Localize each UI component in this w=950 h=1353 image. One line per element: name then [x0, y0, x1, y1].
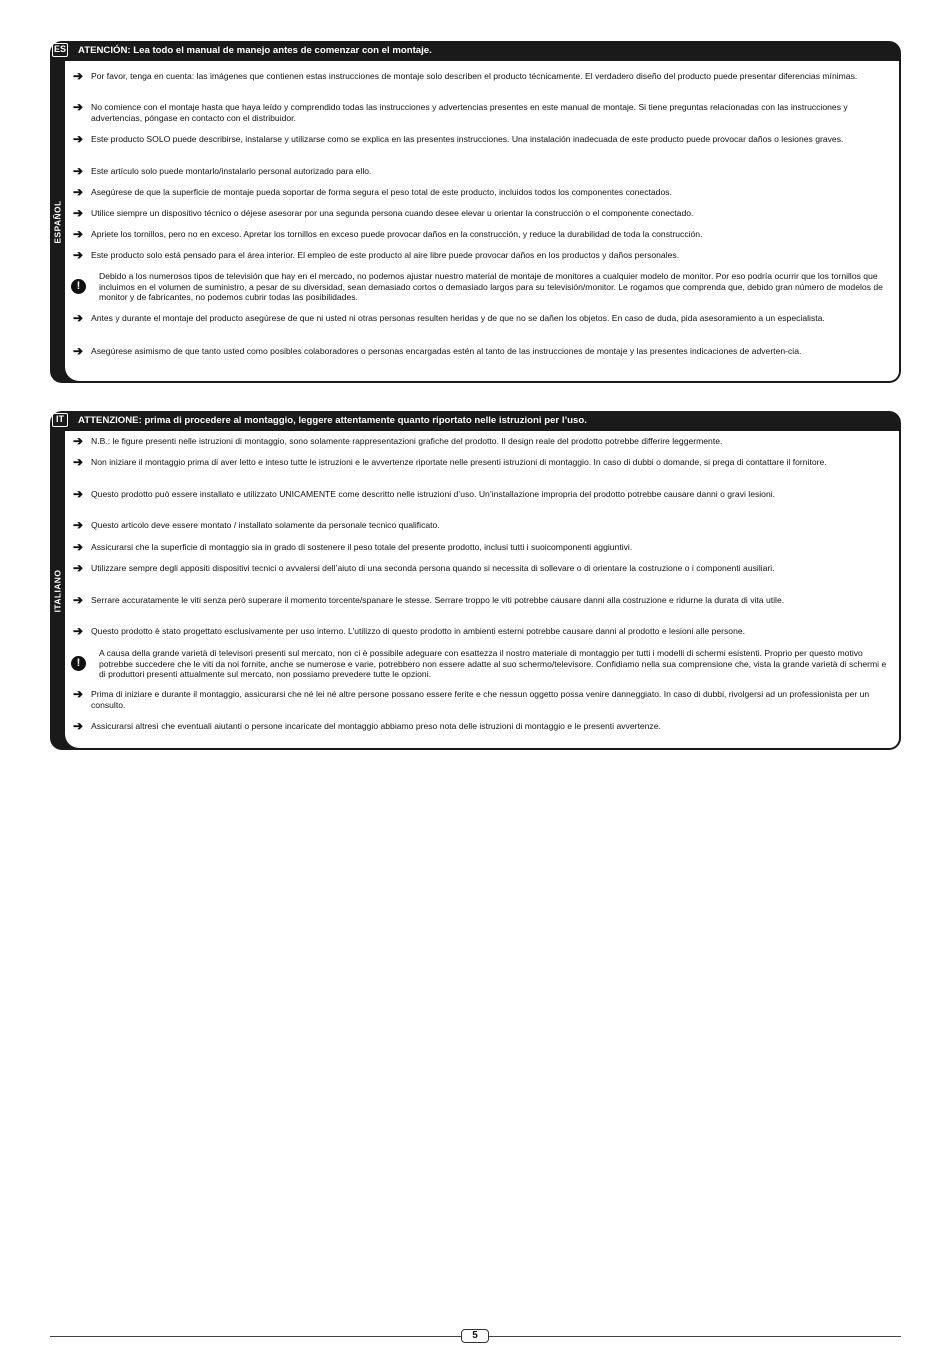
section-body: ➔ Por favor, tenga en cuenta: las imágenes que contienen estas instrucciones de montaje solo describen el producto técnicamente. El verdadero diseño del producto puede presentar diferencias mínimas. ➔ No comience con el montaje hasta que haya leído y comprendido todas las instrucciones y advertencias presentes en este manual de montaje. Si tiene preguntas relacionadas con las instrucciones y advertencias, póngase en contacto con el distribuidor. ➔ Este producto SOLO puede describirse, instalarse y utilizarse como se explica en las presentes instrucciones. Una instalación inadecuada de este producto puede provocar daños o lesiones graves. ➔ Este artículo solo puede montarlo/instalarlo personal autorizado para ello. ➔ Asegúrese de que la superficie de montaje pueda soportar de forma segura el peso total de este producto, incluidos todos los componentes conectados. ➔ Utilice siempre un dispositivo técnico o déjese asesorar por una segunda persona cuando desee elevar u orientar la construcción o el componente conectado. ➔ Apriete los tornillos, pero no en exceso. Apretar los tornillos en exceso puede provocar daños en la construcción, y reduce la durabilidad de toda la construcción. ➔ Este producto solo está pensado para el área interior. El empleo de este producto al aire libre puede provocar daños en los productos y daños personales. ! Debido a los numerosos tipos de televisión que hay en el mercado, no podemos ajustar nuestro material de montaje de monitores a cualquier modelo de monitor. Por eso podría ocurrir que los tornillos que incluimos en el volumen de suministro, a pesar de su diversidad, sean demasiado cortos o demasiado largos para su televisión/monitor. Le rogamos que comprenda que, debido gran número de modelos de monitor y de fabricantes, no podemos cubrir todas las posibilidades. ➔ Antes y durante el montaje del producto asegúrese de que ni usted ni otras personas resulten heridas y de que no se dañen los objetos. En caso de duda, pida asesoramiento a un especialista. ➔ Asegúrese asimismo de que tanto usted como posibles colaboradores o personas encargadas estén al tanto de las instrucciones de montaje y las presentes indicaciones de adverten-cia. — [65, 61, 899, 381]
section-header — [50, 411, 901, 431]
exclamation-icon: ! — [71, 656, 86, 671]
section-title: ATENCIÓN: Lea todo el manual de manejo antes de comenzar con el montaje. — [78, 45, 432, 56]
arrow-icon: ➔ — [73, 227, 84, 241]
language-code-badge: IT — [52, 413, 68, 427]
arrow-icon: ➔ — [73, 164, 84, 178]
section-body: ➔ N.B.: le figure presenti nelle istruzioni di montaggio, sono solamente rappresentazioni grafiche del prodotto. Il design reale del prodotto potrebbe differire leggermente. ➔ Non iniziare il montaggio prima di aver letto e inteso tutte le istruzioni e le avvertenze riportate nelle presenti istruzioni di montaggio. In caso di dubbi o domande, si prega di contattare il fornitore. ➔ Questo prodotto può essere installato e utilizzato UNICAMENTE come descritto nelle istruzioni d’uso. Un’installazione impropria del prodotto potrebbe causare danni o gravi lesioni. ➔ Questo articolo deve essere montato / installato solamente da personale tecnico qualificato. ➔ Assicurarsi che la superficie di montaggio sia in grado di sostenere il peso totale del presente prodotto, inclusi tutti i suoicomponenti aggiuntivi. ➔ Utilizzare sempre degli appositi dispositivi tecnici o avvalersi dell’aiuto di una seconda persona quando si necessita di sollevare o di orientare la costruzione o i componenti ausiliari. ➔ Serrare accuratamente le viti senza però superare il momento torcente/spanare le stesse. Serrare troppo le viti potrebbe causare danni alla costruzione e ridurne la durata di vita utile. ➔ Questo prodotto è stato progettato esclusivamente per uso interno. L’utilizzo di questo prodotto in ambienti esterni potrebbe causare danni al prodotto e lesioni alle persone. ! A causa della grande varietà di televisori presenti sul mercato, non ci è possibile adeguare con esattezza il nostro materiale di montaggio per tutti i modelli di schermi esistenti. Proprio per questo motivo potrebbe succedere che le viti da noi fornite, anche se numerose e varie, potrebbero non essere adatte al suo schermo/televisore. Confidiamo nella sua comprensione che, vista la grande varietà di schermi e di produttori presenti attualmente sul mercato, non possiamo prevedere tutte le opzioni. ➔ Prima di iniziare e durante il montaggio, assicurarsi che né lei né altre persone possano essere ferite e che nessun oggetto possa venire danneggiato. In caso di dubbi, rivolgersi ad un professionista per un consulto. ➔ Assicurarsi altresì che eventuali aiutanti o persone incaricate del montaggio abbiamo preso nota delle istruzioni di montaggio e le presenti avvertenze. — [65, 431, 899, 748]
arrow-icon: ➔ — [73, 561, 84, 575]
arrow-icon: ➔ — [73, 719, 84, 733]
arrow-icon: ➔ — [73, 132, 84, 146]
arrow-icon: ➔ — [73, 69, 84, 83]
section-header — [50, 41, 901, 61]
arrow-icon: ➔ — [73, 593, 84, 607]
arrow-icon: ➔ — [73, 455, 84, 469]
arrow-icon: ➔ — [73, 518, 84, 532]
arrow-icon: ➔ — [73, 624, 84, 638]
side-language-label: ITALIANO — [52, 569, 63, 612]
section-it — [50, 411, 901, 750]
arrow-icon: ➔ — [73, 687, 84, 701]
side-language-label: ESPAÑOL — [52, 200, 63, 244]
arrow-icon: ➔ — [73, 248, 84, 262]
section-es — [50, 41, 901, 383]
arrow-icon: ➔ — [73, 540, 84, 554]
arrow-icon: ➔ — [73, 487, 84, 501]
page-number: 5 — [461, 1329, 489, 1343]
arrow-icon: ➔ — [73, 185, 84, 199]
arrow-icon: ➔ — [73, 100, 84, 114]
language-code-badge: ES — [52, 43, 68, 57]
arrow-icon: ➔ — [73, 344, 84, 358]
arrow-icon: ➔ — [73, 434, 84, 448]
arrow-icon: ➔ — [73, 311, 84, 325]
exclamation-icon: ! — [71, 279, 86, 294]
arrow-icon: ➔ — [73, 206, 84, 220]
section-title: ATTENZIONE: prima di procedere al montaggio, leggere attentamente quanto riportato nelle istruzioni per l’uso. — [78, 415, 587, 426]
